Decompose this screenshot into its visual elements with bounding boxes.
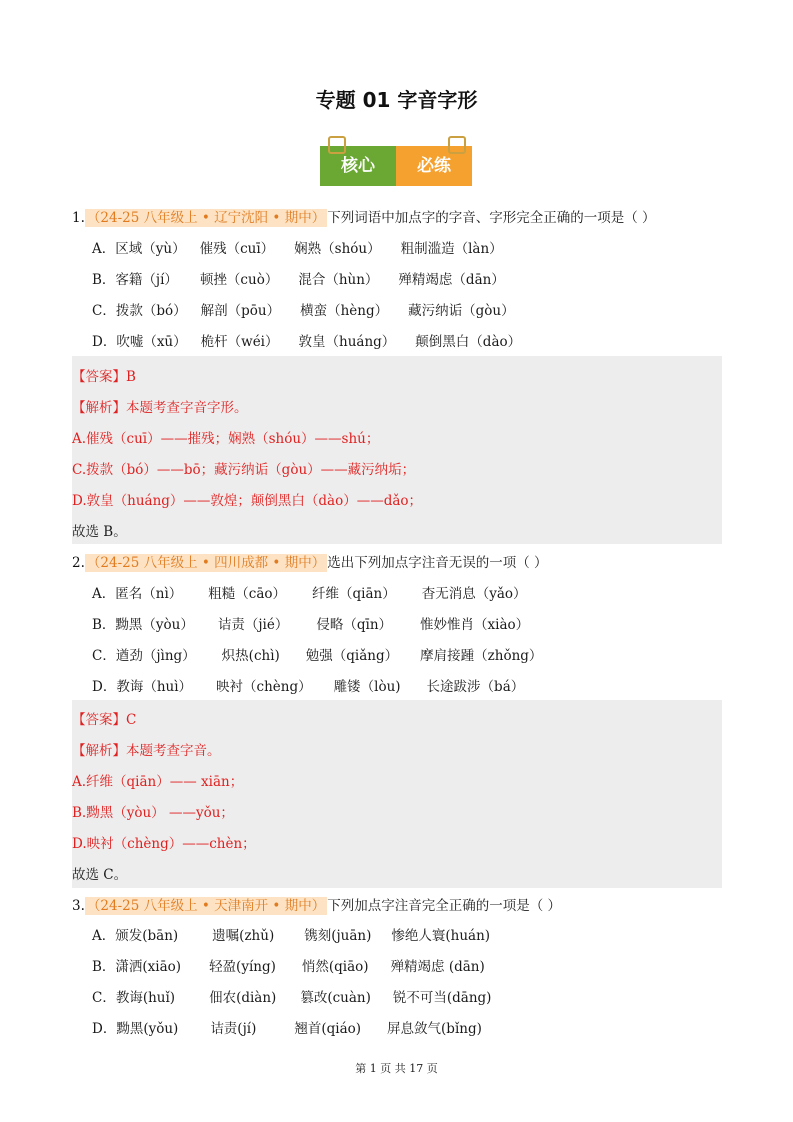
question-text: 下列词语中加点字的字音、字形完全正确的一项是（ ） — [327, 210, 656, 226]
option-item: 翘首(qiáo) — [294, 1021, 362, 1037]
answer-box — [72, 700, 722, 888]
option-item: 悄然(qiāo) — [301, 959, 369, 975]
option-item: 轻盈(yíng) — [209, 959, 276, 975]
option-item: 纤维（qiān） — [312, 586, 396, 602]
question-2 — [72, 551, 548, 571]
option-item: A．区域（yù） — [92, 241, 186, 257]
option-item: 杳无消息（yǎo） — [421, 586, 527, 602]
option-item: 摩肩接踵（zhǒng） — [420, 648, 543, 664]
option-item: D．吹嘘（xū） — [92, 334, 187, 350]
question-number: 3. — [72, 898, 85, 914]
analysis-line: D.映衬（chèng）——chèn； — [72, 836, 256, 852]
option-item: A．颁发(bān) — [92, 928, 179, 944]
clip-icon — [328, 136, 346, 154]
option-item: 粗糙（cāo） — [208, 586, 287, 602]
source-tag: （24-25 八年级上 • 辽宁沈阳 • 期中） — [86, 210, 326, 226]
option-item: 长途跋涉（bá） — [426, 679, 525, 695]
option-item: 屏息敛气(bǐng) — [387, 1021, 482, 1037]
option-item: B．客籍（jí） — [92, 272, 178, 288]
option-item: C．拨款（bó） — [92, 303, 187, 319]
option-item: 催残（cuī） — [199, 241, 275, 257]
badge-right: 必练 — [396, 146, 472, 186]
option-item: 混合（hùn） — [298, 272, 379, 288]
option-item: 殚精竭虑（dān） — [398, 272, 505, 288]
option-item: 诘责(jí) — [210, 1021, 257, 1037]
option-item: 锐不可当(dāng) — [392, 990, 492, 1006]
option-item: 镌刻(juān) — [304, 928, 372, 944]
option-item: 遗嘱(zhǔ) — [212, 928, 275, 944]
option-a — [92, 237, 503, 257]
question-number: 2. — [72, 555, 85, 571]
option-item: 敦皇（huáng） — [298, 334, 396, 350]
question-text: 下列加点字注音完全正确的一项是（ ） — [327, 898, 561, 914]
option-item: 炽热(chì) — [221, 648, 280, 664]
option-d — [92, 1017, 482, 1037]
analysis-line: C.拨款（bó）——bō；藏污纳诟（gòu）——藏污纳垢； — [72, 462, 416, 478]
answer-label: 【答案】C — [72, 712, 137, 728]
analysis-line: B.黝黑（yòu） ——yǒu； — [72, 805, 234, 821]
option-b — [92, 268, 505, 288]
option-item: 桅杆（wéi） — [200, 334, 279, 350]
source-tag: （24-25 八年级上 • 四川成都 • 期中） — [86, 555, 326, 571]
option-item: 篡改(cuàn) — [300, 990, 371, 1006]
option-d — [92, 330, 521, 350]
answer-label: 【答案】B — [72, 369, 136, 385]
analysis-label: 【解析】本题考查字音字形。 — [72, 400, 248, 416]
question-text: 选出下列加点字注音无误的一项（ ） — [327, 555, 548, 571]
option-item: 藏污纳诟（gòu） — [408, 303, 515, 319]
option-c — [92, 299, 515, 319]
option-b — [92, 613, 529, 633]
option-item: 娴熟（shóu） — [294, 241, 381, 257]
option-item: 顿挫（cuò） — [199, 272, 279, 288]
option-item: 颠倒黑白（dào） — [415, 334, 522, 350]
option-item: D．教诲（huì） — [92, 679, 193, 695]
option-item: B．黝黑（yòu） — [92, 617, 194, 633]
option-item: 雕镂（lòu) — [333, 679, 401, 695]
analysis-line: A.纤维（qiān）—— xiān； — [72, 774, 244, 790]
option-item: B．潇洒(xiāo) — [92, 959, 182, 975]
option-item: C．遒劲（jìng） — [92, 648, 196, 664]
clip-icon — [448, 136, 466, 154]
option-item: 惨绝人寰(huán) — [391, 928, 491, 944]
option-item: 惟妙惟肖（xiào） — [420, 617, 530, 633]
option-a — [92, 924, 490, 944]
option-b — [92, 955, 485, 975]
page-footer: 第 1 页 共 17 页 — [355, 1062, 438, 1075]
option-item: 勉强（qiǎng） — [305, 648, 399, 664]
question-3 — [72, 894, 561, 914]
conclusion: 故选 B。 — [72, 524, 127, 540]
option-item: 粗制滥造（làn） — [400, 241, 503, 257]
option-d — [92, 675, 524, 695]
option-item: 诘责（jié） — [217, 617, 289, 633]
section-badge — [320, 140, 472, 186]
option-a — [92, 582, 527, 602]
badge-left: 核心 — [320, 146, 396, 186]
option-item: C．教诲(huǐ) — [92, 990, 176, 1006]
question-1 — [72, 206, 656, 226]
option-item: 映衬（chèng） — [216, 679, 312, 695]
option-item: D．黝黑(yǒu) — [92, 1021, 179, 1037]
analysis-line: D.敦皇（huáng）——敦煌；颠倒黑白（dào）——dǎo； — [72, 493, 423, 509]
option-item: 殚精竭虑 (dān) — [390, 959, 485, 975]
option-c — [92, 644, 542, 664]
option-item: A．匿名（nì） — [92, 586, 183, 602]
option-c — [92, 986, 491, 1006]
option-item: 侵略（qīn） — [316, 617, 393, 633]
source-tag: （24-25 八年级上 • 天津南开 • 期中） — [86, 898, 326, 914]
analysis-line: A.催残（cuī）——摧残；娴熟（shóu）——shú； — [72, 431, 380, 447]
option-item: 解剖（pōu） — [200, 303, 281, 319]
analysis-label: 【解析】本题考查字音。 — [72, 743, 221, 759]
question-number: 1. — [72, 210, 85, 226]
option-item: 佃农(diàn) — [209, 990, 277, 1006]
page-title: 专题 01 字音字形 — [315, 88, 478, 112]
answer-box — [72, 356, 722, 544]
option-item: 横蛮（hèng） — [300, 303, 389, 319]
conclusion: 故选 C。 — [72, 867, 128, 883]
